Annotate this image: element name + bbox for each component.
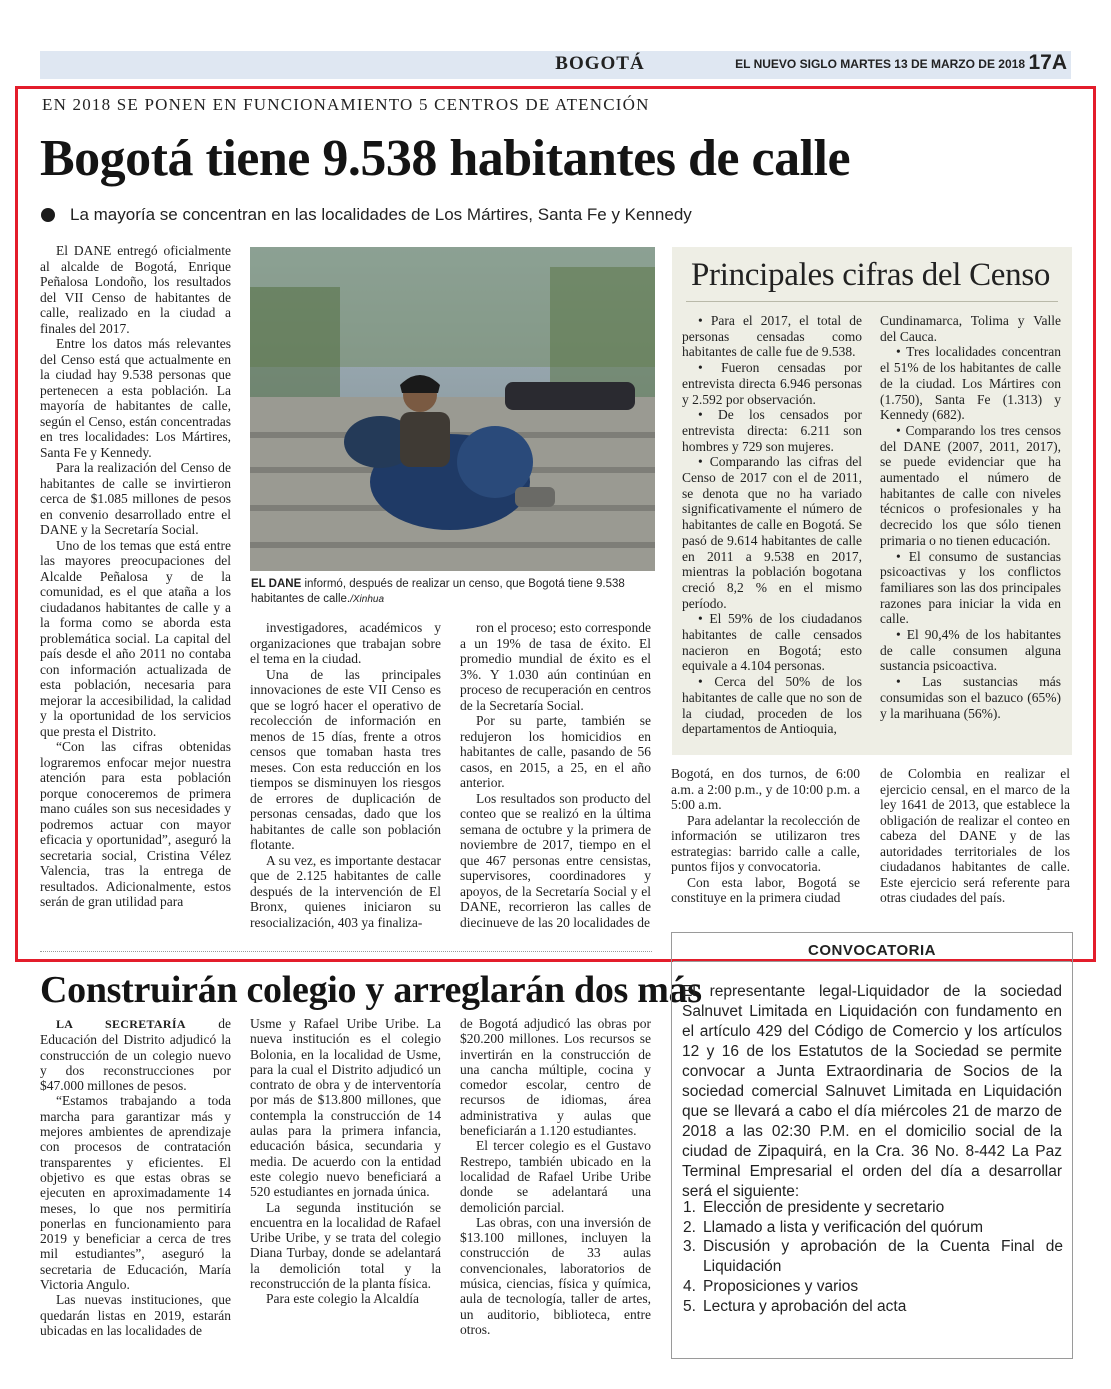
page-number: 17A xyxy=(1028,51,1067,74)
paragraph: Las obras, con una inversión de $13.100 millones, incluyen la construcción de 33 aulas convencionales, laboratorios de música, ciencias, física y química, aula de tecnología, taller de artes, un auditorio, biblioteca, entre otros. xyxy=(460,1214,651,1337)
paragraph: Uno de los temas que está entre las mayores preocupaciones del Alcalde Peñalosa y de la comunidad, es el que ataña a los ciudadanos habitantes de calle y a la forma como se aborda esta problemática social. La capital del país desde el año 2011 no contaba con información actualizada de esta población, necesaria para mejorar la accesibilidad, la calidad y la oportunidad de los servicios que presta el Distrito. xyxy=(40,537,231,739)
figure-item: • Fueron censadas por entrevista directa 6.946 personas y 2.592 por observación. xyxy=(682,360,862,407)
agenda-list xyxy=(683,1198,1063,1316)
paragraph: Los resultados son producto del conteo que se realizó en la última semana de octubre y la primera de noviembre de 2017, tiempo en el que 467 personas entre censistas, supervisores, coordinadores y apoyos, de la Secretaría Social y el DANE, recorrieron las calles de diecinueve de las 20 localidades de xyxy=(460,790,651,930)
story2-column-1 xyxy=(40,1016,231,1338)
agenda-item xyxy=(683,1297,1063,1317)
story-headline: Bogotá tiene 9.538 habitantes de calle xyxy=(40,130,851,187)
page-header-bar xyxy=(40,51,1071,79)
figure-item: • El consumo de sustancias psicoactivas y los conflictos familiares son las dos principales razones para iniciar la vida en calle. xyxy=(880,548,1061,627)
publication-date: MARTES 13 DE MARZO DE 2018 xyxy=(840,57,1025,71)
paragraph: Para adelantar la recolección de información se utilizaron tres estrategias: barrido calle a calle, puntos fijos y convocatoria. xyxy=(671,812,860,874)
agenda-text: Lectura y aprobación del acta xyxy=(703,1297,907,1315)
notice-divider xyxy=(673,961,1071,962)
paragraph: “Estamos trabajando a toda marcha para garantizar más y mejores ambientes de aprendizaje con procesos de contratación transparentes y eficientes. El objetivo es que estas obras se ejecuten en aproximadamente 14 meses, lo que nos permitiría ponerlas en funcionamiento para 2019 y beneficiar a cerca de tres mil estudiantes”, aseguró la secretaria de Educación, María Victoria Angulo. xyxy=(40,1093,231,1293)
figure-item: • Las sustancias más consumidas son el bazuco (65%) y la marihuana (56%). xyxy=(880,674,1061,721)
agenda-number: 2. xyxy=(683,1218,696,1236)
photo-credit: /Xinhua xyxy=(350,594,385,605)
story-column-5 xyxy=(880,766,1070,906)
paragraph: Usme y Rafael Uribe Uribe. La nueva institución es el colegio Bolonia, en la localidad de Usme, para la cual el Distrito adjudicó un contrato de obra y de interventoría por más de $13.800 millones, que contempla la construcción de 14 aulas para la primera infancia, educación básica, secundaria y media. De acuerdo con la entidad este colegio nuevo beneficiará a 520 estudiantes en jornada única. xyxy=(250,1016,441,1200)
agenda-text: Elección de presidente y secretario xyxy=(703,1199,945,1216)
sidebar-title: Principales cifras del Censo xyxy=(691,257,1051,293)
story-kicker: EN 2018 SE PONEN EN FUNCIONAMIENTO 5 CENTROS DE ATENCIÓN xyxy=(42,95,650,114)
publication-name: EL NUEVO SIGLO xyxy=(735,57,837,71)
notice-body: El representante legal-Liquidador de la sociedad Salnuvet Limitada en Liquidación con fundamento en el artículo 429 del Código de Comercio y los artículos 12 y 16 de los Estatutos de la Sociedad se permite convocar a Junta Extraordinaria de Socios de la sociedad comercial Salnuvet Limitada en Liquidación que se llevará a cabo el día miércoles 21 de marzo de 2018 a las 02:30 P.M. en el domicilio social de la ciudad de Zipaquirá, en la Cra. 36 No. 8-442 La Paz Terminal Empresarial el orden del día a desarrollar será el siguiente: xyxy=(682,983,1062,1200)
paragraph: “Con las cifras obtenidas lograremos enfocar mejor nuestra atención para esta población porque conoceremos de primera mano cuáles son sus necesidades y podremos actuar con mayor eficacia y oportunidad”, aseguró la secretaria social, Cristina Vélez Valencia, tras la entrega de resultados. Adicionalmente, estos serán de gran utilidad para xyxy=(40,739,231,909)
story2-column-3 xyxy=(460,1016,651,1337)
figure-item: Cundinamarca, Tolima y Valle del Cauca. xyxy=(880,313,1061,344)
agenda-text: Discusión y aprobación de la Cuenta Final de Liquidación xyxy=(703,1238,1063,1276)
paragraph: ron el proceso; esto corresponde a un 19% de tasa de éxito. El promedio mundial de éxito es el 3%. Y 1.030 aún continúan en proceso de recuperación en centros de la Secretaría Social. xyxy=(460,620,651,713)
paragraph: Para la realización del Censo de habitantes de calle se invirtieron cerca de $1.085 millones de pesos en convenio desarrollado entre el DANE y la Secretaría Social. xyxy=(40,460,231,537)
news-photo xyxy=(250,247,655,571)
figure-item: • Para el 2017, el total de personas censadas como habitantes de calle fue de 9.538. xyxy=(682,313,862,360)
agenda-item xyxy=(683,1198,1063,1218)
agenda-item xyxy=(683,1237,1063,1276)
story-column-4 xyxy=(671,766,860,906)
paragraph: Entre los datos más relevantes del Censo está que actualmente en la ciudad hay 9.538 personas que pertenecen a esta población. La mayoría de habitantes de calle, según el Censo, están concentradas en tres localidades: Los Mártires, Santa Fe y Kennedy. xyxy=(40,336,231,460)
figure-item: • De los censados por entrevista directa: 6.211 son hombres y 729 son mujeres. xyxy=(682,407,862,454)
agenda-number: 5. xyxy=(683,1297,696,1315)
paragraph: investigadores, académicos y organizaciones que trabajan sobre el tema en la ciudad. xyxy=(250,620,441,666)
figure-item: • Cerca del 50% de los habitantes de calle que no son de la ciudad, proceden de los departamentos de Antioquia, xyxy=(682,674,862,737)
publication-info xyxy=(735,57,1025,71)
paragraph: de Bogotá adjudicó las obras por $20.200 millones. Los recursos se invertirán en la construcción de una cancha múltiple, cocina y comedor escolar, centro de recursos de idiomas, área administrativa y aulas que beneficiarán a 1.120 estudiantes. xyxy=(460,1016,651,1139)
sidebar-column-left xyxy=(682,313,862,737)
bullet-dot-icon xyxy=(41,208,55,222)
caption-text: informó, después de realizar un censo, que Bogotá tiene 9.538 habitantes de calle. xyxy=(251,578,625,605)
figure-item: • Tres localidades concentran el 51% de los habitantes de calle de la ciudad. Los Mártires con (1.750), Santa Fe (1.313) y Kennedy (682). xyxy=(880,344,1061,423)
lead-word: LA SECRETARÍA xyxy=(56,1017,186,1031)
story-separator xyxy=(40,951,652,952)
story-column-1 xyxy=(40,243,231,910)
agenda-number: 4. xyxy=(683,1277,696,1295)
convocatoria-notice xyxy=(671,932,1073,1359)
paragraph: El DANE entregó oficialmente al alcalde de Bogotá, Enrique Peñalosa Londoño, los resultados del VII Censo de habitantes de calle, realizado en la ciudad a finales del 2017. xyxy=(40,243,231,336)
figure-item: • Comparando los tres censos del DANE (2007, 2011, 2017), se puede evidenciar que ha aumentado el número de habitantes de calle con niveles técnicos o profesionales y ha decrecido los que sólo tienen primaria o no tienen educación. xyxy=(880,422,1061,548)
paragraph: Por su parte, también se redujeron los homicidios en habitantes de calle, pasando de 56 casos, en 2015, a 25, en el año anterior. xyxy=(460,713,651,790)
census-figures-box xyxy=(672,247,1072,755)
paragraph: Las nuevas instituciones, que quedarán listas en 2019, estarán ubicadas en las localidades de xyxy=(40,1292,231,1338)
agenda-text: Proposiciones y varios xyxy=(703,1277,859,1295)
sidebar-column-right xyxy=(880,313,1061,721)
figure-item: • Comparando las cifras del Censo de 2017 con el de 2011, se denota que no ha variado significativamente el número de habitantes de calle en Bogotá. Se pasó de 9.614 habitantes de calle en 2011 a 9.538 en 2017, mientras la población bogotana creció 8,2 % en el mismo período. xyxy=(682,454,862,611)
paragraph: La segunda institución se encuentra en la localidad de Rafael Uribe Uribe, y se trata del colegio Diana Turbay, donde se adelantará la demolición total y la reconstrucción de la planta física. xyxy=(250,1199,441,1292)
agenda-number: 3. xyxy=(683,1238,696,1256)
paragraph xyxy=(40,1016,231,1093)
photo-caption xyxy=(251,577,655,607)
photo-homeless-man-image xyxy=(250,247,655,571)
figure-item: • El 59% de los ciudadanos habitantes de calle censados nacieron en Bogotá; esto equivale a 4.104 personas. xyxy=(682,611,862,674)
agenda-item xyxy=(683,1218,1063,1238)
paragraph: El tercer colegio es el Gustavo Restrepo, también ubicado en la localidad de Rafael Uribe Uribe donde se adelantará una demolición parcial. xyxy=(460,1138,651,1215)
story-column-3 xyxy=(460,620,651,930)
paragraph: A su vez, es importante destacar que de 2.125 habitantes de calle después de la intervención de El Bronx, quienes iniciaron su resocialización, 403 ya finaliza- xyxy=(250,852,441,930)
caption-lead: EL DANE xyxy=(251,578,302,590)
paragraph: Para este colegio la Alcaldía xyxy=(266,1291,419,1307)
story-subhead: La mayoría se concentran en las localidades de Los Mártires, Santa Fe y Kennedy xyxy=(70,205,692,224)
story-column-2 xyxy=(250,620,441,930)
sidebar-divider xyxy=(686,301,1058,302)
agenda-item xyxy=(683,1277,1063,1297)
paragraph: de Colombia en realizar el ejercicio censal, en el marco de la ley 1641 de 2013, que establece la obligación de realizar el conteo en cabeza del DANE y de las autoridades territoriales de los ciudadanos habitantes de calle. Este ejercicio será referente para otras ciudades del país. xyxy=(880,766,1070,905)
paragraph: Bogotá, en dos turnos, de 6:00 a.m. a 2:00 p.m., y de 10:00 p.m. a 5:00 a.m. xyxy=(671,766,860,812)
paragraph: Con esta labor, Bogotá se constituye en la primera ciudad xyxy=(671,874,860,905)
figure-item: • El 90,4% de los habitantes de calle consumen alguna sustancia psicoactiva. xyxy=(880,627,1061,674)
agenda-text: Llamado a lista y verificación del quórum xyxy=(703,1218,983,1236)
paragraph: Una de las principales innovaciones de este VII Censo es que se logró hacer el operativo de recolección de información en menos de 15 días, frente a otros censos que tomaban hasta tres meses. Con esta reducción en los tiempos se disminuyen los riesgos de errores de duplicación de personas censadas, dado que los habitantes de calle son población flotante. xyxy=(250,666,441,852)
section-name: BOGOTÁ xyxy=(555,53,645,74)
notice-title: CONVOCATORIA xyxy=(808,942,936,959)
agenda-number: 1. xyxy=(683,1199,696,1216)
lead-text: de Educación del Distrito adjudicó la construcción de un colegio nuevo y dos reconstrucciones por $47.000 millones de pesos. xyxy=(40,1016,231,1094)
story2-headline: Construirán colegio y arreglarán dos más xyxy=(40,969,702,1011)
story2-column-2 xyxy=(250,1016,441,1307)
